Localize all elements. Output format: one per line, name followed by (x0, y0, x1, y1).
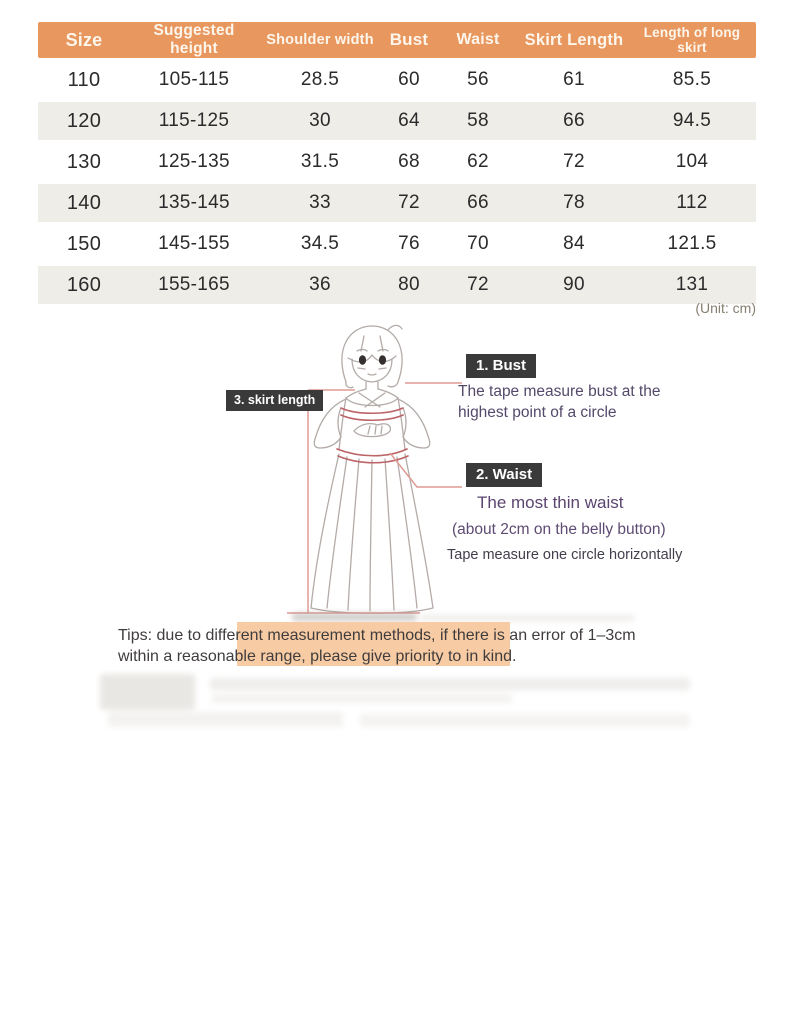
column-header-size: Size (38, 22, 130, 58)
cell-long-skirt: 94.5 (628, 102, 756, 140)
cell-height: 105-115 (130, 61, 258, 99)
cell-size: 150 (38, 225, 130, 263)
column-header-waist: Waist (436, 22, 520, 58)
cell-height: 135-145 (130, 184, 258, 222)
table-row-size-110 (38, 61, 756, 99)
cell-skirt: 78 (520, 184, 628, 222)
faded-artifact (108, 712, 343, 727)
cell-skirt: 66 (520, 102, 628, 140)
cell-bust: 72 (382, 184, 436, 222)
cell-waist: 62 (436, 143, 520, 181)
cell-shoulder: 31.5 (258, 143, 382, 181)
cell-skirt: 90 (520, 266, 628, 304)
cell-size: 130 (38, 143, 130, 181)
faded-artifact (100, 674, 195, 710)
table-header-row (38, 22, 756, 58)
cell-bust: 76 (382, 225, 436, 263)
column-header-shoulder-width: Shoulder width (258, 22, 382, 58)
cell-bust: 64 (382, 102, 436, 140)
cell-waist: 58 (436, 102, 520, 140)
cell-shoulder: 33 (258, 184, 382, 222)
cell-waist: 56 (436, 61, 520, 99)
bust-description-line2: highest point of a circle (458, 404, 617, 421)
faded-artifact (212, 694, 512, 703)
cell-height: 125-135 (130, 143, 258, 181)
cell-bust: 68 (382, 143, 436, 181)
table-row-size-120 (38, 102, 756, 140)
dress-band-lines (337, 408, 408, 463)
tips-line2: within a reasonable range, please give priority to in kind. (118, 648, 517, 665)
cell-skirt: 72 (520, 143, 628, 181)
cell-bust: 80 (382, 266, 436, 304)
cell-height: 115-125 (130, 102, 258, 140)
bust-description (458, 381, 688, 423)
faded-artifact (292, 613, 417, 621)
cell-waist: 70 (436, 225, 520, 263)
waist-label-badge: 2. Waist (466, 463, 542, 487)
column-header-suggested-height: Suggested height (130, 22, 258, 58)
table-row-size-160 (38, 266, 756, 304)
cell-skirt: 84 (520, 225, 628, 263)
faded-artifact (360, 714, 690, 727)
unit-note: (Unit: cm) (695, 300, 756, 316)
cell-waist: 72 (436, 266, 520, 304)
table-row-size-140 (38, 184, 756, 222)
cell-bust: 60 (382, 61, 436, 99)
table-row-size-130 (38, 143, 756, 181)
measurement-lines (287, 383, 462, 613)
cell-size: 140 (38, 184, 130, 222)
column-header-bust: Bust (382, 22, 436, 58)
column-header-long-skirt-length: Length of long skirt (628, 22, 756, 58)
cell-shoulder: 34.5 (258, 225, 382, 263)
column-header-skirt-length: Skirt Length (520, 22, 628, 58)
cell-shoulder: 28.5 (258, 61, 382, 99)
cell-long-skirt: 121.5 (628, 225, 756, 263)
bust-label-badge: 1. Bust (466, 354, 536, 378)
cell-waist: 66 (436, 184, 520, 222)
tips-line1: Tips: due to different measurement methods, if there is an error of 1–3cm (118, 627, 636, 644)
faded-artifact (210, 678, 690, 690)
cell-shoulder: 36 (258, 266, 382, 304)
cell-long-skirt: 131 (628, 266, 756, 304)
cell-size: 110 (38, 61, 130, 99)
cell-height: 145-155 (130, 225, 258, 263)
cell-size: 120 (38, 102, 130, 140)
cell-size: 160 (38, 266, 130, 304)
cell-shoulder: 30 (258, 102, 382, 140)
waist-description: The most thin waist (477, 493, 624, 512)
bust-description-line1: The tape measure bust at the (458, 383, 661, 400)
cell-long-skirt: 85.5 (628, 61, 756, 99)
size-chart-table (38, 19, 756, 307)
table-row-size-150 (38, 225, 756, 263)
cell-skirt: 61 (520, 61, 628, 99)
skirt-length-label-badge: 3. skirt length (226, 390, 323, 411)
cell-height: 155-165 (130, 266, 258, 304)
tips-note (118, 625, 658, 667)
cell-long-skirt: 112 (628, 184, 756, 222)
cell-long-skirt: 104 (628, 143, 756, 181)
waist-note: (about 2cm on the belly button) (452, 521, 666, 538)
waist-measure-note: Tape measure one circle horizontally (447, 547, 683, 563)
faded-artifact (420, 615, 635, 621)
